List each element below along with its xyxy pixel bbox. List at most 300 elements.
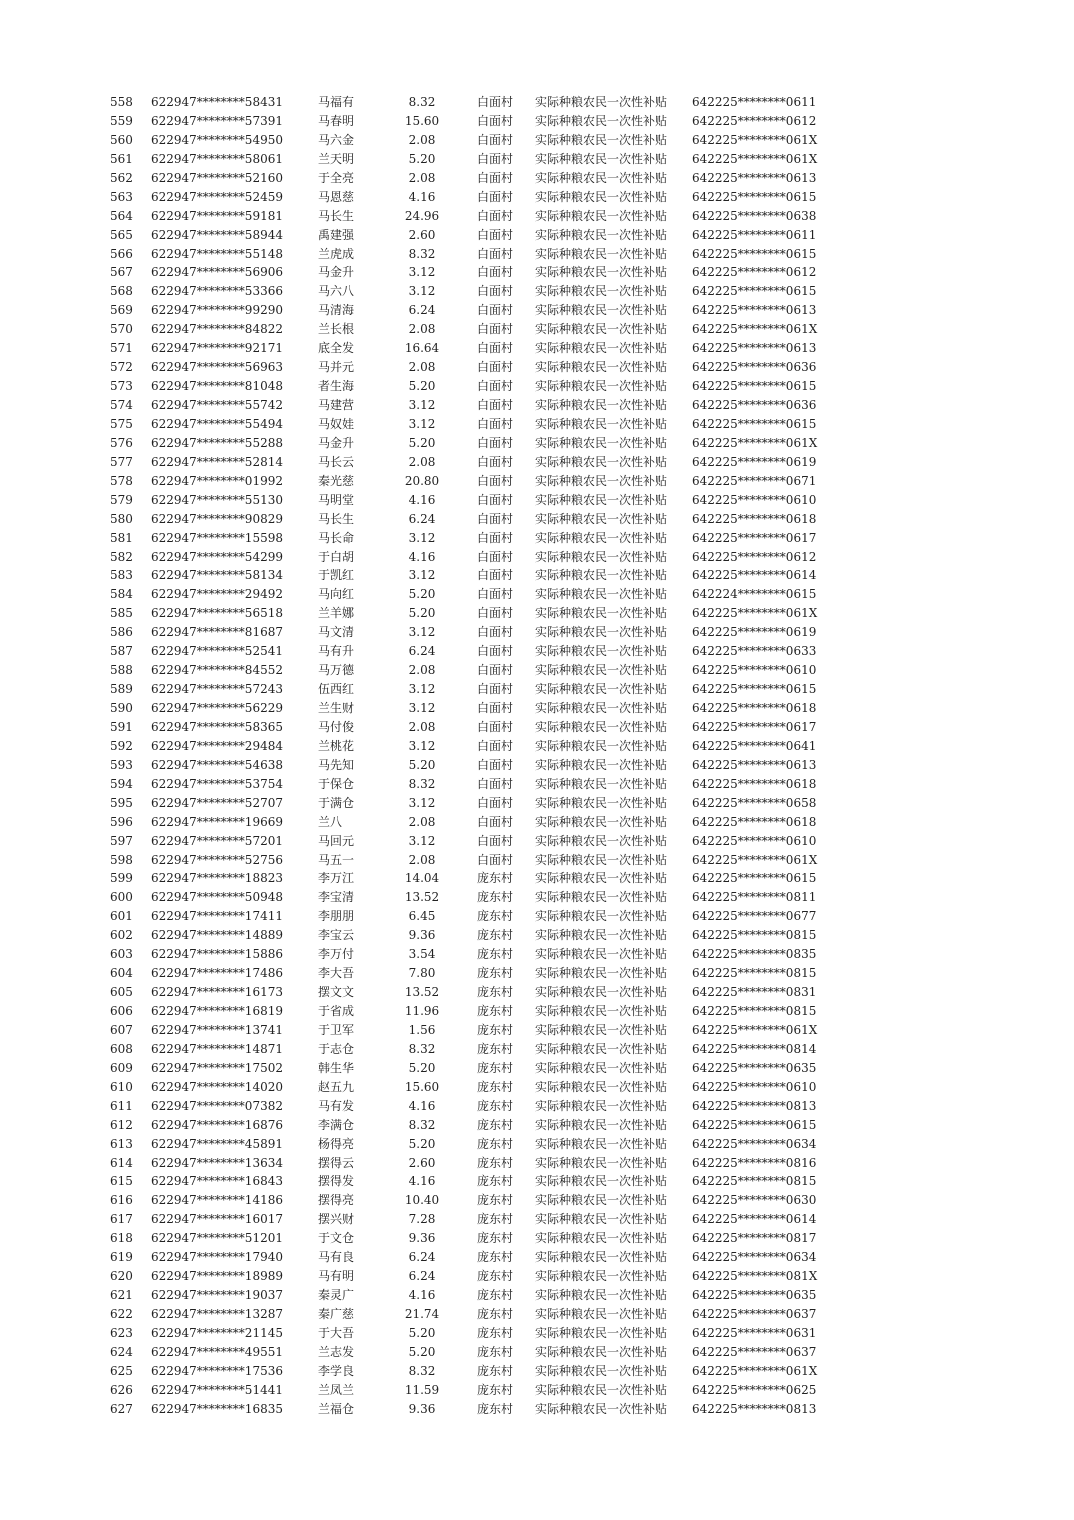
farmer-name: 禹建强 — [318, 227, 355, 242]
farmer-name: 马有良 — [318, 1250, 355, 1265]
account-number: 622947********90829 — [151, 511, 283, 526]
table-row: 610 622947********14020 赵五九 15.60 庞东村 实际种粮农民一次性补贴 642225********0610 — [0, 1078, 1074, 1097]
account-number: 622947********52814 — [151, 454, 283, 469]
id-number: 642225********0617 — [692, 719, 817, 734]
id-number: 642225********0615 — [692, 416, 817, 431]
village-name: 白面村 — [477, 227, 514, 242]
table-row: 584 622947********29492 马向红 5.20 白面村 实际种粮农民一次性补贴 642224********0615 — [0, 585, 1074, 604]
village-name: 庞东村 — [477, 1325, 514, 1340]
village-name: 白面村 — [477, 95, 514, 109]
village-name: 白面村 — [477, 454, 514, 469]
account-number: 622947********92171 — [151, 341, 283, 356]
table-row: 594 622947********53754 于保仓 8.32 白面村 实际种粮农民一次性补贴 642225********0618 — [0, 775, 1074, 794]
id-number: 642225********061X — [692, 1363, 818, 1378]
table-row: 605 622947********16173 摆文文 13.52 庞东村 实际种粮农民一次性补贴 642225********0831 — [0, 983, 1074, 1002]
table-row: 621 622947********19037 秦灵广 4.16 庞东村 实际种粮农民一次性补贴 642225********0635 — [0, 1286, 1074, 1305]
row-number: 594 — [110, 776, 133, 791]
farmer-name: 摆兴财 — [318, 1212, 355, 1227]
account-number: 622947********52459 — [151, 189, 283, 204]
subsidy-type: 实际种粮农民一次性补贴 — [535, 1288, 668, 1303]
row-number: 573 — [110, 379, 133, 394]
farmer-name: 马有发 — [318, 1098, 355, 1113]
village-name: 庞东村 — [477, 1288, 514, 1303]
subsidy-type: 实际种粮农民一次性补贴 — [535, 360, 668, 375]
id-number: 642225********0619 — [692, 625, 817, 640]
id-number: 642225********061X — [692, 852, 818, 867]
farmer-name: 兰志发 — [318, 1344, 355, 1359]
table-row: 624 622947********49551 兰志发 5.20 庞东村 实际种粮农民一次性补贴 642225********0637 — [0, 1343, 1074, 1362]
village-name: 白面村 — [477, 757, 514, 772]
village-name: 白面村 — [477, 663, 514, 678]
farmer-name: 马付俊 — [318, 719, 355, 734]
id-number: 642225********0613 — [692, 170, 817, 185]
id-number: 642225********0610 — [692, 663, 817, 678]
table-row: 600 622947********50948 李宝清 13.52 庞东村 实际种粮农民一次性补贴 642225********0811 — [0, 888, 1074, 907]
subsidy-type: 实际种粮农民一次性补贴 — [535, 1307, 668, 1321]
row-number: 612 — [110, 1117, 133, 1132]
row-number: 625 — [110, 1363, 133, 1378]
table-row: 574 622947********55742 马建营 3.12 白面村 实际种粮农民一次性补贴 642225********0636 — [0, 396, 1074, 415]
table-row: 587 622947********52541 马有升 6.24 白面村 实际种粮农民一次性补贴 642225********0633 — [0, 642, 1074, 661]
account-number: 622947********50948 — [151, 890, 283, 905]
subsidy-type: 实际种粮农民一次性补贴 — [535, 1098, 668, 1113]
table-row: 614 622947********13634 摆得云 2.60 庞东村 实际种粮农民一次性补贴 642225********0816 — [0, 1154, 1074, 1173]
id-number: 642225********0815 — [692, 966, 817, 981]
village-name: 白面村 — [477, 738, 514, 753]
account-number: 622947********56906 — [151, 265, 283, 280]
account-number: 622947********16835 — [151, 1401, 283, 1416]
village-name: 白面村 — [477, 151, 514, 166]
farmer-name: 摆文文 — [318, 985, 355, 1000]
subsidy-type: 实际种粮农民一次性补贴 — [535, 928, 668, 943]
row-number: 601 — [110, 909, 133, 924]
account-number: 622947********54950 — [151, 132, 283, 147]
subsidy-type: 实际种粮农民一次性补贴 — [535, 1004, 668, 1018]
id-number: 642225********0613 — [692, 341, 817, 356]
account-number: 622947********54638 — [151, 757, 283, 772]
id-number: 642225********0658 — [692, 795, 817, 810]
row-number: 624 — [110, 1344, 133, 1359]
village-name: 庞东村 — [477, 947, 514, 962]
table-row: 590 622947********56229 兰生财 3.12 白面村 实际种粮农民一次性补贴 642225********0618 — [0, 699, 1074, 718]
farmer-name: 李满仓 — [318, 1117, 355, 1132]
account-number: 622947********52707 — [151, 795, 283, 810]
subsidy-type: 实际种粮农民一次性补贴 — [535, 549, 668, 564]
village-name: 白面村 — [477, 416, 514, 431]
id-number: 642225********061X — [692, 132, 818, 147]
account-number: 622947********55288 — [151, 435, 283, 450]
village-name: 白面村 — [477, 113, 514, 128]
account-number: 622947********29492 — [151, 587, 283, 602]
table-row: 581 622947********15598 马长命 3.12 白面村 实际种粮农民一次性补贴 642225********0617 — [0, 529, 1074, 548]
village-name: 白面村 — [477, 379, 514, 394]
subsidy-type: 实际种粮农民一次性补贴 — [535, 587, 668, 602]
village-name: 白面村 — [477, 492, 514, 507]
village-name: 白面村 — [477, 246, 514, 261]
account-number: 622947********13741 — [151, 1022, 283, 1037]
row-number: 579 — [110, 492, 133, 507]
account-number: 622947********14020 — [151, 1079, 283, 1094]
subsidy-type: 实际种粮农民一次性补贴 — [535, 530, 668, 545]
id-number: 642225********0619 — [692, 454, 817, 469]
id-number: 642225********0638 — [692, 208, 817, 223]
table-row: 597 622947********57201 马回元 3.12 白面村 实际种粮农民一次性补贴 642225********0610 — [0, 832, 1074, 851]
subsidy-type: 实际种粮农民一次性补贴 — [535, 1079, 668, 1094]
id-number: 642225********061X — [692, 435, 818, 450]
village-name: 庞东村 — [477, 1041, 514, 1056]
village-name: 白面村 — [477, 435, 514, 450]
row-number: 615 — [110, 1174, 133, 1189]
row-number: 560 — [110, 132, 133, 147]
farmer-name: 兰凤兰 — [318, 1382, 355, 1397]
account-number: 622947********14889 — [151, 928, 283, 943]
row-number: 598 — [110, 852, 133, 867]
row-number: 597 — [110, 833, 133, 848]
subsidy-type: 实际种粮农民一次性补贴 — [535, 833, 668, 848]
village-name: 白面村 — [477, 587, 514, 602]
village-name: 白面村 — [477, 360, 514, 375]
row-number: 618 — [110, 1231, 133, 1246]
account-number: 622947********58061 — [151, 151, 283, 166]
account-number: 622947********58431 — [151, 95, 283, 109]
farmer-name: 于文仓 — [318, 1231, 355, 1246]
subsidy-type: 实际种粮农民一次性补贴 — [535, 568, 668, 583]
farmer-name: 于凯红 — [318, 568, 355, 583]
subsidy-type: 实际种粮农民一次性补贴 — [535, 341, 668, 356]
farmer-name: 李万江 — [318, 871, 355, 886]
table-row: 627 622947********16835 兰福仓 9.36 庞东村 实际种粮农民一次性补贴 642225********0813 — [0, 1400, 1074, 1419]
subsidy-type: 实际种粮农民一次性补贴 — [535, 132, 668, 147]
row-number: 584 — [110, 587, 133, 602]
farmer-name: 马建营 — [318, 398, 355, 412]
row-number: 599 — [110, 871, 133, 886]
subsidy-type: 实际种粮农民一次性补贴 — [535, 1382, 668, 1397]
table-row: 591 622947********58365 马付俊 2.08 白面村 实际种粮农民一次性补贴 642225********0617 — [0, 718, 1074, 737]
table-row: 622 622947********13287 秦广慈 21.74 庞东村 实际种粮农民一次性补贴 642225********0637 — [0, 1305, 1074, 1324]
account-number: 622947********84552 — [151, 663, 283, 678]
subsidy-type: 实际种粮农民一次性补贴 — [535, 1041, 668, 1056]
farmer-name: 李大吾 — [318, 966, 355, 981]
account-number: 622947********57243 — [151, 682, 283, 697]
row-number: 591 — [110, 719, 133, 734]
id-number: 642225********0615 — [692, 189, 817, 204]
account-number: 622947********16173 — [151, 985, 283, 1000]
id-number: 642225********0813 — [692, 1401, 817, 1416]
account-number: 622947********81687 — [151, 625, 283, 640]
farmer-name: 马金升 — [318, 265, 355, 280]
id-number: 642225********0615 — [692, 379, 817, 394]
table-row: 620 622947********18989 马有明 6.24 庞东村 实际种粮农民一次性补贴 642225********081X — [0, 1267, 1074, 1286]
row-number: 586 — [110, 625, 133, 640]
table-row: 580 622947********90829 马长生 6.24 白面村 实际种粮农民一次性补贴 642225********0618 — [0, 510, 1074, 529]
subsidy-type: 实际种粮农民一次性补贴 — [535, 1344, 668, 1359]
subsidy-type: 实际种粮农民一次性补贴 — [535, 1325, 668, 1340]
subsidy-type: 实际种粮农民一次性补贴 — [535, 814, 668, 829]
village-name: 白面村 — [477, 549, 514, 564]
row-number: 622 — [110, 1307, 133, 1321]
id-number: 642225********0614 — [692, 568, 817, 583]
farmer-name: 马长生 — [318, 511, 355, 526]
farmer-name: 李宝清 — [318, 890, 355, 905]
id-number: 642225********0630 — [692, 1193, 817, 1208]
table-row: 625 622947********17536 李学良 8.32 庞东村 实际种粮农民一次性补贴 642225********061X — [0, 1362, 1074, 1381]
account-number: 622947********18989 — [151, 1269, 283, 1284]
farmer-name: 马文清 — [318, 625, 355, 640]
farmer-name: 秦灵广 — [318, 1288, 355, 1303]
id-number: 642225********0611 — [692, 227, 817, 242]
village-name: 庞东村 — [477, 1060, 514, 1075]
subsidy-type: 实际种粮农民一次性补贴 — [535, 303, 668, 318]
village-name: 庞东村 — [477, 871, 514, 886]
subsidy-type: 实际种粮农民一次性补贴 — [535, 1155, 668, 1170]
row-number: 600 — [110, 890, 133, 905]
farmer-name: 兰生财 — [318, 701, 355, 715]
table-row: 577 622947********52814 马长云 2.08 白面村 实际种粮农民一次性补贴 642225********0619 — [0, 453, 1074, 472]
farmer-name: 马六八 — [318, 284, 355, 299]
village-name: 庞东村 — [477, 909, 514, 924]
row-number: 577 — [110, 454, 133, 469]
id-number: 642225********0631 — [692, 1325, 817, 1340]
account-number: 622947********16819 — [151, 1004, 283, 1018]
row-number: 627 — [110, 1401, 133, 1416]
row-number: 558 — [110, 95, 133, 109]
row-number: 606 — [110, 1004, 133, 1018]
subsidy-type: 实际种粮农民一次性补贴 — [535, 606, 668, 621]
village-name: 庞东村 — [477, 1079, 514, 1094]
table-row: 568 622947********53366 马六八 3.12 白面村 实际种粮农民一次性补贴 642225********0615 — [0, 282, 1074, 301]
farmer-name: 马先知 — [318, 757, 355, 772]
account-number: 622947********45891 — [151, 1136, 283, 1151]
subsidy-type: 实际种粮农民一次性补贴 — [535, 1231, 668, 1246]
id-number: 642225********0614 — [692, 1212, 817, 1227]
farmer-name: 兰羊娜 — [318, 606, 355, 621]
table-row: 576 622947********55288 马金升 5.20 白面村 实际种粮农民一次性补贴 642225********061X — [0, 434, 1074, 453]
row-number: 567 — [110, 265, 133, 280]
table-row: 579 622947********55130 马明堂 4.16 白面村 实际种粮农民一次性补贴 642225********0610 — [0, 491, 1074, 510]
farmer-name: 马春明 — [318, 113, 355, 128]
row-number: 565 — [110, 227, 133, 242]
farmer-name: 兰八 — [318, 814, 343, 829]
village-name: 庞东村 — [477, 1004, 514, 1018]
table-row: 609 622947********17502 韩生华 5.20 庞东村 实际种粮农民一次性补贴 642225********0635 — [0, 1059, 1074, 1078]
id-number: 642225********0815 — [692, 928, 817, 943]
subsidy-type: 实际种粮农民一次性补贴 — [535, 1269, 668, 1284]
village-name: 白面村 — [477, 776, 514, 791]
table-row: 572 622947********56963 马并元 2.08 白面村 实际种粮农民一次性补贴 642225********0636 — [0, 358, 1074, 377]
farmer-name: 兰桃花 — [318, 738, 355, 753]
id-number: 642225********081X — [692, 1269, 818, 1284]
row-number: 604 — [110, 966, 133, 981]
account-number: 622947********84822 — [151, 322, 283, 337]
table-row: 617 622947********16017 摆兴财 7.28 庞东村 实际种粮农民一次性补贴 642225********0614 — [0, 1210, 1074, 1229]
row-number: 613 — [110, 1136, 133, 1151]
id-number: 642225********0815 — [692, 1004, 817, 1018]
village-name: 白面村 — [477, 833, 514, 848]
id-number: 642225********0815 — [692, 1174, 817, 1189]
table-row: 563 622947********52459 马恩慈 4.16 白面村 实际种粮农民一次性补贴 642225********0615 — [0, 188, 1074, 207]
account-number: 622947********51201 — [151, 1231, 283, 1246]
farmer-name: 韩生华 — [318, 1060, 355, 1075]
subsidy-list-table — [0, 93, 1074, 1419]
id-number: 642225********0618 — [692, 776, 817, 791]
account-number: 622947********17536 — [151, 1363, 283, 1378]
village-name: 庞东村 — [477, 1193, 514, 1208]
farmer-name: 马长命 — [318, 530, 355, 545]
subsidy-type: 实际种粮农民一次性补贴 — [535, 1022, 668, 1037]
subsidy-type: 实际种粮农民一次性补贴 — [535, 1401, 668, 1416]
farmer-name: 于白胡 — [318, 549, 355, 564]
farmer-name: 赵五九 — [318, 1079, 355, 1094]
row-number: 605 — [110, 985, 133, 1000]
subsidy-type: 实际种粮农民一次性补贴 — [535, 1193, 668, 1208]
village-name: 庞东村 — [477, 1382, 514, 1397]
subsidy-type: 实际种粮农民一次性补贴 — [535, 852, 668, 867]
id-number: 642225********061X — [692, 151, 818, 166]
village-name: 庞东村 — [477, 1136, 514, 1151]
farmer-name: 李朋朋 — [318, 909, 355, 924]
table-row: 612 622947********16876 李满仓 8.32 庞东村 实际种粮农民一次性补贴 642225********0615 — [0, 1116, 1074, 1135]
table-row: 616 622947********14186 摆得亮 10.40 庞东村 实际种粮农民一次性补贴 642225********0630 — [0, 1191, 1074, 1210]
row-number: 585 — [110, 606, 133, 621]
account-number: 622947********52160 — [151, 170, 283, 185]
table-row: 613 622947********45891 杨得亮 5.20 庞东村 实际种粮农民一次性补贴 642225********0634 — [0, 1135, 1074, 1154]
farmer-name: 马并元 — [318, 360, 355, 375]
account-number: 622947********58134 — [151, 568, 283, 583]
village-name: 白面村 — [477, 625, 514, 640]
subsidy-type: 实际种粮农民一次性补贴 — [535, 719, 668, 734]
farmer-name: 马五一 — [318, 852, 355, 867]
subsidy-type: 实际种粮农民一次性补贴 — [535, 151, 668, 166]
account-number: 622947********57201 — [151, 833, 283, 848]
account-number: 622947********17411 — [151, 909, 283, 924]
account-number: 622947********81048 — [151, 379, 283, 394]
village-name: 庞东村 — [477, 1155, 514, 1170]
farmer-name: 于大吾 — [318, 1325, 355, 1340]
id-number: 642225********061X — [692, 606, 818, 621]
table-row: 562 622947********52160 于全亮 2.08 白面村 实际种粮农民一次性补贴 642225********0613 — [0, 169, 1074, 188]
account-number: 622947********17502 — [151, 1060, 283, 1075]
village-name: 白面村 — [477, 189, 514, 204]
village-name: 庞东村 — [477, 1363, 514, 1378]
subsidy-type: 实际种粮农民一次性补贴 — [535, 1117, 668, 1132]
village-name: 白面村 — [477, 473, 514, 488]
farmer-name: 马向红 — [318, 587, 355, 602]
farmer-name: 马金升 — [318, 435, 355, 450]
subsidy-type: 实际种粮农民一次性补贴 — [535, 701, 668, 715]
row-number: 572 — [110, 360, 133, 375]
village-name: 白面村 — [477, 682, 514, 697]
row-number: 596 — [110, 814, 133, 829]
subsidy-type: 实际种粮农民一次性补贴 — [535, 492, 668, 507]
village-name: 白面村 — [477, 265, 514, 280]
subsidy-type: 实际种粮农民一次性补贴 — [535, 776, 668, 791]
farmer-name: 马福有 — [318, 95, 355, 109]
row-number: 575 — [110, 416, 133, 431]
id-number: 642225********0615 — [692, 871, 817, 886]
table-row: 607 622947********13741 于卫军 1.56 庞东村 实际种粮农民一次性补贴 642225********061X — [0, 1021, 1074, 1040]
id-number: 642224********0615 — [692, 587, 817, 602]
subsidy-type: 实际种粮农民一次性补贴 — [535, 95, 668, 109]
village-name: 白面村 — [477, 284, 514, 299]
subsidy-type: 实际种粮农民一次性补贴 — [535, 625, 668, 640]
row-number: 570 — [110, 322, 133, 337]
farmer-name: 摆得发 — [318, 1174, 355, 1189]
account-number: 622947********19037 — [151, 1288, 283, 1303]
subsidy-type: 实际种粮农民一次性补贴 — [535, 644, 668, 659]
id-number: 642225********0612 — [692, 113, 817, 128]
farmer-name: 马万德 — [318, 663, 355, 678]
subsidy-type: 实际种粮农民一次性补贴 — [535, 265, 668, 280]
table-row: 586 622947********81687 马文清 3.12 白面村 实际种粮农民一次性补贴 642225********0619 — [0, 623, 1074, 642]
account-number: 622947********15598 — [151, 530, 283, 545]
farmer-name: 马长云 — [318, 454, 355, 469]
id-number: 642225********0811 — [692, 890, 817, 905]
table-row: 608 622947********14871 于志仓 8.32 庞东村 实际种粮农民一次性补贴 642225********0814 — [0, 1040, 1074, 1059]
farmer-name: 马六金 — [318, 132, 355, 147]
subsidy-type: 实际种粮农民一次性补贴 — [535, 398, 668, 412]
table-row: 604 622947********17486 李大吾 7.80 庞东村 实际种粮农民一次性补贴 642225********0815 — [0, 964, 1074, 983]
table-row: 592 622947********29484 兰桃花 3.12 白面村 实际种粮农民一次性补贴 642225********0641 — [0, 737, 1074, 756]
id-number: 642225********061X — [692, 1022, 818, 1037]
village-name: 白面村 — [477, 322, 514, 337]
table-row: 569 622947********99290 马清海 6.24 白面村 实际种粮农民一次性补贴 642225********0613 — [0, 301, 1074, 320]
subsidy-type: 实际种粮农民一次性补贴 — [535, 1363, 668, 1378]
farmer-name: 马有升 — [318, 644, 355, 659]
row-number: 562 — [110, 170, 133, 185]
table-row: 599 622947********18823 李万江 14.04 庞东村 实际种粮农民一次性补贴 642225********0615 — [0, 869, 1074, 888]
account-number: 622947********55148 — [151, 246, 283, 261]
farmer-name: 马明堂 — [318, 492, 355, 507]
subsidy-type: 实际种粮农民一次性补贴 — [535, 246, 668, 261]
row-number: 588 — [110, 663, 133, 678]
row-number: 583 — [110, 568, 133, 583]
row-number: 621 — [110, 1288, 133, 1303]
id-number: 642225********0612 — [692, 549, 817, 564]
id-number: 642225********0816 — [692, 1155, 817, 1170]
farmer-name: 李万付 — [318, 947, 355, 962]
table-row: 578 622947********01992 秦光慈 20.80 白面村 实际种粮农民一次性补贴 642225********0671 — [0, 472, 1074, 491]
subsidy-type: 实际种粮农民一次性补贴 — [535, 473, 668, 488]
id-number: 642225********0615 — [692, 682, 817, 697]
farmer-name: 兰长根 — [318, 322, 355, 337]
farmer-name: 马长生 — [318, 208, 355, 223]
row-number: 593 — [110, 757, 133, 772]
table-row: 567 622947********56906 马金升 3.12 白面村 实际种粮农民一次性补贴 642225********0612 — [0, 263, 1074, 282]
table-row: 611 622947********07382 马有发 4.16 庞东村 实际种粮农民一次性补贴 642225********0813 — [0, 1097, 1074, 1116]
subsidy-type: 实际种粮农民一次性补贴 — [535, 113, 668, 128]
subsidy-type: 实际种粮农民一次性补贴 — [535, 511, 668, 526]
account-number: 622947********59181 — [151, 208, 283, 223]
table-row: 571 622947********92171 底全发 16.64 白面村 实际种粮农民一次性补贴 642225********0613 — [0, 339, 1074, 358]
village-name: 白面村 — [477, 795, 514, 810]
farmer-name: 马回元 — [318, 833, 355, 848]
id-number: 642225********0677 — [692, 909, 817, 924]
row-number: 592 — [110, 738, 133, 753]
village-name: 庞东村 — [477, 1307, 514, 1321]
village-name: 白面村 — [477, 719, 514, 734]
table-row: 602 622947********14889 李宝云 9.36 庞东村 实际种粮农民一次性补贴 642225********0815 — [0, 926, 1074, 945]
subsidy-type: 实际种粮农民一次性补贴 — [535, 795, 668, 810]
id-number: 642225********0813 — [692, 1098, 817, 1113]
row-number: 563 — [110, 189, 133, 204]
table-row: 570 622947********84822 兰长根 2.08 白面村 实际种粮农民一次性补贴 642225********061X — [0, 320, 1074, 339]
table-row: 564 622947********59181 马长生 24.96 白面村 实际种粮农民一次性补贴 642225********0638 — [0, 207, 1074, 226]
table-row: 566 622947********55148 兰虎成 8.32 白面村 实际种粮农民一次性补贴 642225********0615 — [0, 245, 1074, 264]
account-number: 622947********52756 — [151, 852, 283, 867]
farmer-name: 兰福仓 — [318, 1401, 355, 1416]
table-row: 583 622947********58134 于凯红 3.12 白面村 实际种粮农民一次性补贴 642225********0614 — [0, 566, 1074, 585]
account-number: 622947********18823 — [151, 871, 283, 886]
